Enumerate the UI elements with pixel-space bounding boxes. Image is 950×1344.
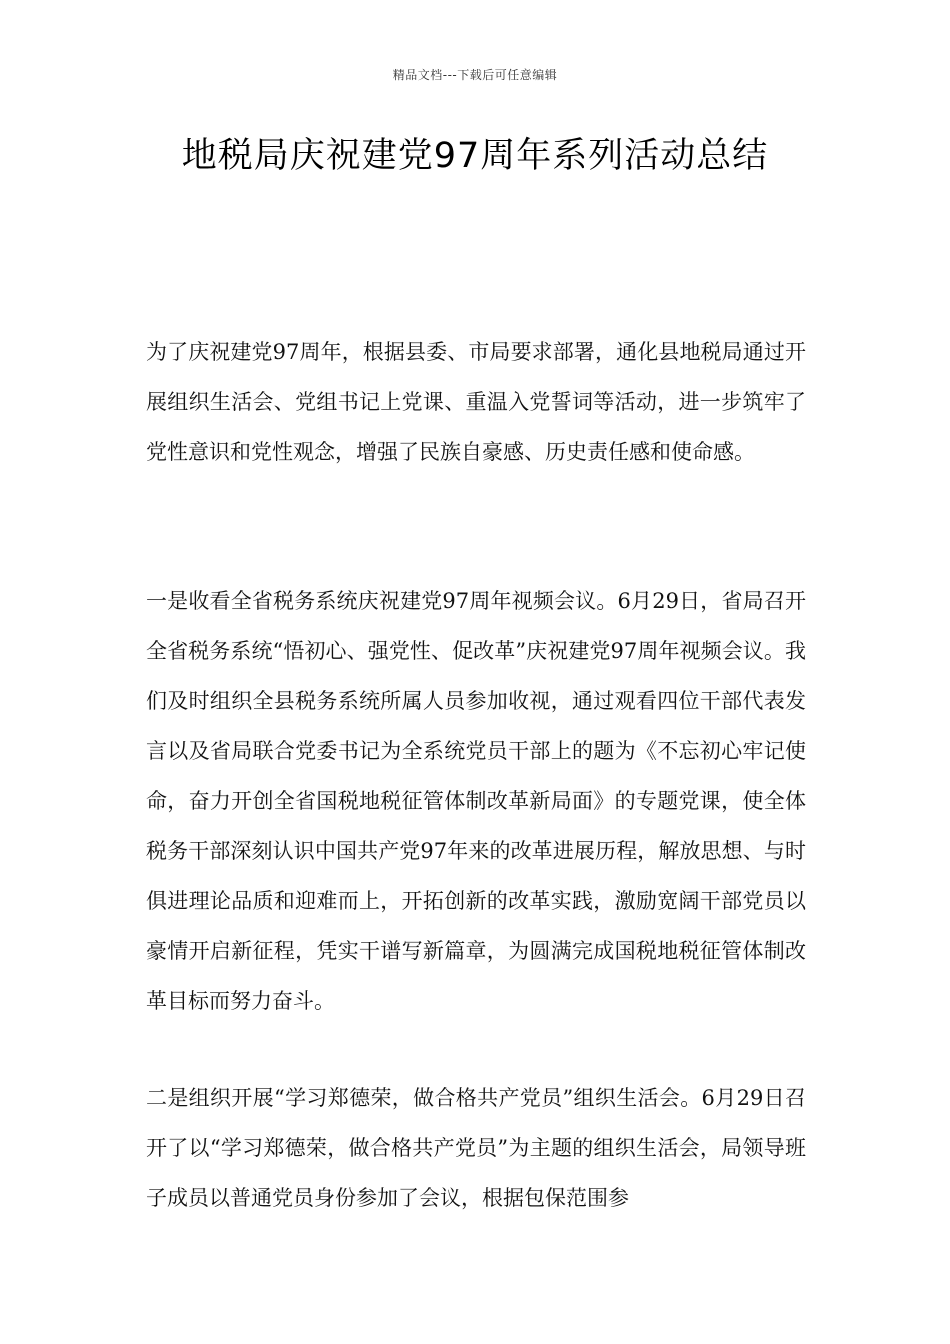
- document-title: 地税局庆祝建党97周年系列活动总结: [181, 136, 769, 176]
- paragraph-video-conference: 一是收看全省税务系统庆祝建党97周年视频会议。6月29日，省局召开全省税务系统“悟初心、强党性、促改革”庆祝建党97周年视频会议。我们及时组织全县税务系统所属人员参加收视，通过观看四位干部代表发言以及省局联合党委书记为全系统党员干部上的题为《不忘初心牢记使命，奋力开创全省国税地税征管体制改革新局面》的专题党课，使全体税务干部深刻认识中国共产党97年来的改革进展历程，解放思想、与时俱进理论品质和迎难而上，开拓创新的改革实践，激励宽阔干部党员以豪情开启新征程，凭实干谱写新篇章，为圆满完成国税地税征管体制改革目标而努力奋斗。: [146, 589, 806, 1013]
- header-note: 精品文档---下载后可任意编辑: [392, 68, 558, 82]
- paragraph-intro: 为了庆祝建党97周年，根据县委、市局要求部署，通化县地税局通过开展组织生活会、党组书记上党课、重温入党誓词等活动，进一步筑牢了党性意识和党性观念，增强了民族自豪感、历史责任感和使命感。: [146, 340, 806, 464]
- paragraph-life-meeting: 二是组织开展“学习郑德荣，做合格共产党员”组织生活会。6月29日召开了以“学习郑德荣，做合格共产党员”为主题的组织生活会，局领导班子成员以普通党员身份参加了会议，根据包保范围参: [146, 1086, 806, 1210]
